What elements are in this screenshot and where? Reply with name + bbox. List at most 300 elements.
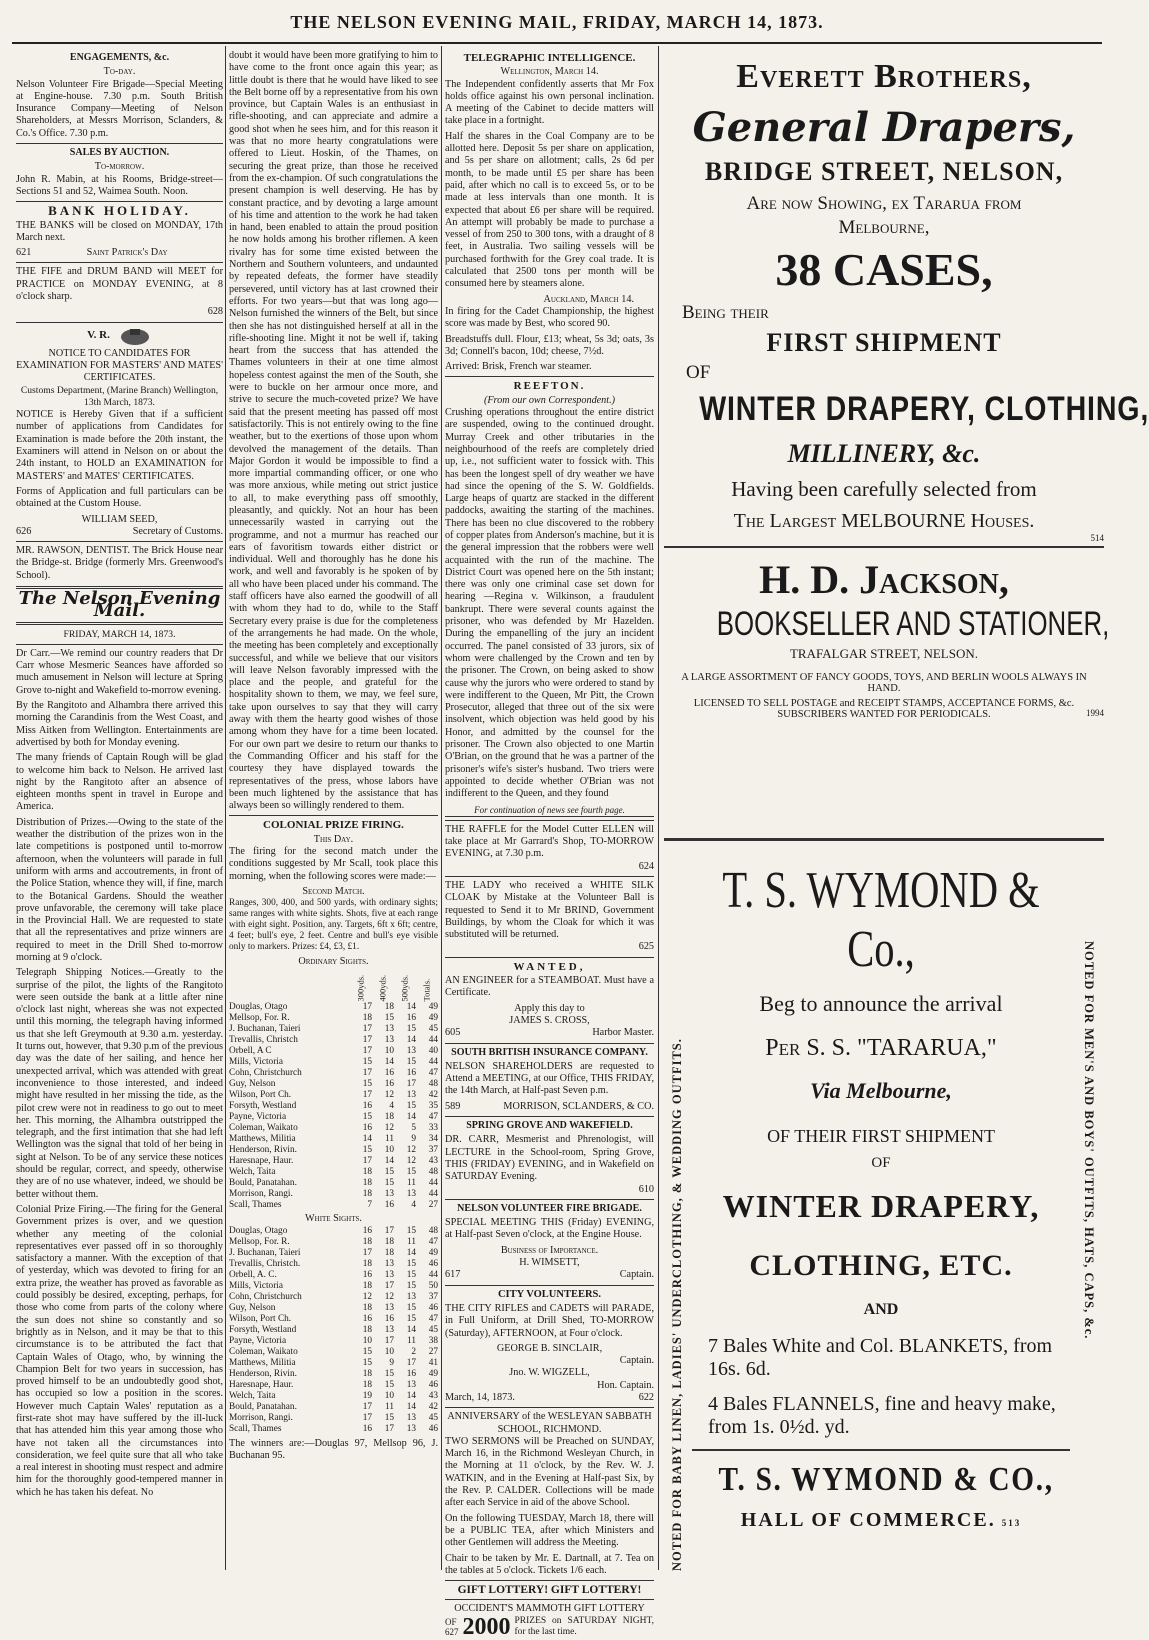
score-cell: 13 bbox=[406, 1412, 416, 1423]
city-role: Captain. bbox=[619, 1355, 654, 1367]
wymond-bales2: 4 Bales FLANNELS, fine and heavy make, from 1s. 0½d. yd. bbox=[708, 1393, 1056, 1438]
anniv-tea: On the following TUESDAY, March 18, there will be a PUBLIC TEA, after which Ministers and other Gentlemen will address the Meeting. bbox=[445, 1512, 654, 1549]
score-cell: 10 bbox=[384, 1046, 394, 1057]
news-paragraph: Colonial Prize Firing.—The firing for the General Government prizes is over, and we question whether any meeting of the colonial representatives ever passed off in so thoroughly satisfactory a manner. With the exception of that of yesterday, which was devoted to firing for an extra prize, the weather has proved as favorable as could possibly be desired, excepting, perhaps, for those who come from parts of the colony where the sun does not shine so constantly and so brightly as in Nelson, and it may be that to this circumstance is to be attributed the fact that Captain Wales of Otago, who, by winning the Champion Belt for two years in succession, has proved himself to be an undoubtedly good shot, has occupied so low a position in the scores. However much Captain Wales' reputation as a first-rate shot may have suffered by the ill-luck that has attended him this year among those who have not taken all the circumstances into consideration, we feel quite sure that all who take a real interest in shooting must respect and admire him for the thoroughly good-tempered manner in which he has taken his defeat. No bbox=[16, 1203, 223, 1498]
score-row bbox=[229, 1226, 438, 1237]
competitor-name: Douglas, Otago bbox=[229, 1225, 288, 1236]
column-divider bbox=[658, 46, 659, 1570]
score-cell: 16 bbox=[362, 1313, 372, 1324]
score-cell: 15 bbox=[406, 1101, 416, 1112]
score-cell: 17 bbox=[362, 1412, 372, 1423]
divider bbox=[16, 644, 223, 645]
score-cell: 15 bbox=[362, 1057, 372, 1068]
score-cell: 17 bbox=[362, 1024, 372, 1035]
competitor-name: Henderson, Rivin. bbox=[229, 1145, 297, 1156]
spring-text: DR. CARR, Mesmerist and Phrenologist, will LECTURE in the School-room, Spring Grove, THIS (FRIDAY) EVENING, and in Wakefield on SATURDAY Evening. bbox=[445, 1134, 654, 1183]
notice-num: 626 bbox=[16, 525, 32, 537]
news-paragraph: By the Rangitoto and Alhambra there arrived this morning the Carandinis from the West Coast, and Miss Aitken from Wellington. Entertainments are advertised by both for Monday evening. bbox=[16, 700, 223, 748]
score-cell: 13 bbox=[406, 1046, 416, 1057]
score-cell: 47 bbox=[428, 1112, 438, 1123]
engagements-today: To-day. bbox=[103, 66, 136, 78]
score-cell: 13 bbox=[384, 1324, 394, 1335]
news-paragraph: doubt it would have been more gratifying to him to have come to the front once again this year; as little doubt is there that he would have liked to see the Belt borne off by a representative from his own province, but Captain Wales is an enthusiast in rifle-shooting, and can appreciate and admire a good shot when he sees him, and for this reason it was that no more hearty congratulations were offered to Lieut. Hoskin, of the Thames, on securing the great prize, than those he received from the ex-champion. Of such congratulations the present champion is well deserving. He has by constant practice, and by devoting a large amount of his time and attention to the work he had taken in hand, been enabled to attain the proud position he now holds among his brother riflemen. A keen rivalry has for some time existed between the Northern and Southern volunteers, and undaunted by repeated defeats, the former have steadily persevered, until victory has at last crowned their efforts. For two years—but that was long ago—Nelson furnished the winners of the Belt, but since then she has not distinguished herself at all in the rifle-shooting line. Might it not be well if, taking heart from the success that has attended the Thames volunteers in their at one time almost hopeless contest against the men of the South, she were to buckle on her armour once more, and strive to secure the much-coveted prize? We have said that the present meeting has passed off most satisfactorily. This is not entirely owing to the fine weather, but to the exertions of those upon whom devolved the management of the details. Than Major Gordon it would be impossible to find a more impartial commanding officer, or one who was more anxious, while meting out strict justice to all, to make everything pass off smoothly, pleasantly, and quickly. Not an hour has been unnecessarily wasted in carrying out the programme, and not a murmur has reached our ears of favoritism towards either district or individual. Well and thoroughly has he done his work, and well and favorably is he spoken of by all who have been placed under his command. The staff officers have also earned the goodwill of all with whom they had to do, while to the Staff Secretary every praise is due for the completeness of the arrangements he had made. On the whole, the meeting has been completely and exceptionally successful, and while we believe that our visitors will leave Nelson favorably impressed with the place and the people, and grateful for the hospitality shown to them, we may, we feel sure, take upon ourselves to say that they will carry away with them the hearty good wishes of those among whom they have for a time been located. For our own part we desire to return our thanks to the Commanding Officer and his staff for the courtesy they have displayed towards the representatives of the press, whose labors have been much lightened by the assistance that has always been so willingly rendered to them. bbox=[229, 50, 438, 812]
score-row bbox=[229, 1259, 438, 1270]
score-cell: 14 bbox=[406, 1401, 416, 1412]
score-cell: 11 bbox=[407, 1178, 416, 1189]
divider bbox=[16, 322, 223, 323]
engagements-title: ENGAGEMENTS, &c. bbox=[69, 52, 170, 63]
competitor-name: Morrison, Rangi. bbox=[229, 1189, 293, 1200]
competitor-name: Welch, Taita bbox=[229, 1390, 276, 1401]
competitor-name: Payne, Victoria bbox=[229, 1335, 287, 1346]
dentist-ad: MR. RAWSON, DENTIST. The Brick House near the Bridge-st. Bridge (formerly Mrs. Greenwood's School). bbox=[16, 545, 223, 581]
score-cell: 15 bbox=[362, 1112, 372, 1123]
competitor-name: Cohn, Christchurch bbox=[229, 1291, 302, 1302]
score-cell: 17 bbox=[384, 1335, 394, 1346]
score-cell: 14 bbox=[406, 1247, 416, 1258]
tele-paragraph: The Independent confidently asserts that Mr Fox holds office against his own personal inclination. A meeting of the Cabinet to decide matters will take place in a fortnight. bbox=[445, 78, 654, 127]
score-row bbox=[229, 1112, 438, 1123]
score-cell: 13 bbox=[384, 1258, 394, 1269]
divider bbox=[229, 815, 438, 816]
tele-paragraph: Half the shares in the Coal Company are to be allotted here. Deposit 5s per share on application, and 5s per share on allotment; calls, 2s 6d per month, to be made until £5 per share has been paid, after which no call is to exceed 5s, or to be made at less intervals than one month. It is expected that about £6 per share will be required. An attempt will probably be made to purchase a vessel of from 250 to 300 tons, with a draught of 8 feet, in Australia. Two sailing vessels will be purchased forthwith for the Grey coal trade. It is calculated that 2500 tons per month will be consumed here by steamers alone. bbox=[445, 130, 654, 290]
ordinary-sights: Ordinary Sights. bbox=[298, 956, 369, 968]
city-footer bbox=[445, 1392, 654, 1404]
score-cell: 16 bbox=[406, 1068, 416, 1079]
auction-title: SALES BY AUCTION. bbox=[69, 147, 170, 159]
score-cell: 44 bbox=[428, 1035, 438, 1046]
score-cell: 16 bbox=[384, 1068, 394, 1079]
wymond-winter: WINTER DRAPERY, bbox=[722, 1188, 1040, 1224]
score-cell: 11 bbox=[385, 1134, 394, 1145]
score-cell: 44 bbox=[428, 1269, 438, 1280]
advert-column bbox=[664, 50, 1149, 1571]
score-cell: 4 bbox=[389, 1101, 394, 1112]
wymond-side-right bbox=[1080, 881, 1102, 1581]
fire-footer bbox=[445, 1269, 654, 1281]
everett-sub: General Drapers, bbox=[692, 104, 1076, 151]
score-cell: 11 bbox=[385, 1401, 394, 1412]
score-cell: 18 bbox=[384, 1236, 394, 1247]
score-cell: 45 bbox=[428, 1024, 438, 1035]
score-row bbox=[229, 1413, 438, 1424]
divider bbox=[445, 1043, 654, 1044]
score-cell: 7 bbox=[367, 1200, 372, 1211]
score-row bbox=[229, 1156, 438, 1167]
bank-footer bbox=[16, 247, 223, 259]
score-header: 400yds. bbox=[377, 975, 388, 1002]
score-cell: 18 bbox=[362, 1189, 372, 1200]
competitor-name: Payne, Victoria bbox=[229, 1112, 287, 1123]
lottery-row bbox=[445, 1613, 654, 1640]
score-row bbox=[229, 1248, 438, 1259]
score-cell: 17 bbox=[384, 1280, 394, 1291]
news-paragraph: Dr Carr.—We remind our country readers that Dr Carr whose Mesmeric Seances have afforded so much amusement in Nelson will lecture at Spring Grove to-night and Wakefield to-morrow evening. bbox=[16, 647, 223, 696]
reefton-title: REEFTON. bbox=[513, 380, 586, 393]
score-cell: 44 bbox=[428, 1178, 438, 1189]
score-cell: 18 bbox=[362, 1167, 372, 1178]
score-cell: 42 bbox=[428, 1090, 438, 1101]
score-cell: 15 bbox=[406, 1302, 416, 1313]
score-cell: 47 bbox=[428, 1313, 438, 1324]
score-row bbox=[229, 1314, 438, 1325]
auction-tomorrow: To-morrow. bbox=[94, 161, 145, 173]
wymond-name: T. S. WYMOND & Co., bbox=[722, 862, 1040, 978]
jackson-name: H. D. Jackson, bbox=[759, 557, 1009, 602]
wanted-text: AN ENGINEER for a STEAMBOAT. Must have a Certificate. bbox=[445, 975, 654, 999]
ordinary-scores-table bbox=[229, 968, 438, 1211]
vr-mark: V. R. bbox=[87, 329, 110, 342]
competitor-name: Henderson, Rivin. bbox=[229, 1368, 297, 1379]
score-cell: 17 bbox=[362, 1046, 372, 1057]
score-row bbox=[229, 1380, 438, 1391]
wymond-side-left bbox=[666, 881, 688, 1581]
cloak-ad: THE LADY who received a WHITE SILK CLOAK by Mistake at the Volunteer Ball is requested to Send it to Mr BRIND, Government Buildings, by whom the Cloak for which it was substituted will be returned. bbox=[445, 880, 654, 941]
score-cell: 46 bbox=[428, 1379, 438, 1390]
wymond-bales1: 7 Bales White and Col. BLANKETS, from 16s. 6d. bbox=[708, 1335, 1053, 1380]
score-cell: 12 bbox=[406, 1156, 416, 1167]
score-cell: 17 bbox=[406, 1357, 416, 1368]
score-cell: 15 bbox=[384, 1412, 394, 1423]
competitor-name: Matthews, Militia bbox=[229, 1134, 296, 1145]
firing-day: This Day. bbox=[313, 833, 354, 845]
score-cell: 14 bbox=[384, 1057, 394, 1068]
masthead: THE NELSON EVENING MAIL, FRIDAY, MARCH 14, 1873. bbox=[290, 12, 824, 32]
side-text-right: NOTED FOR MEN'S AND BOYS' OUTFITS, HATS, CAPS, &c. bbox=[1082, 941, 1096, 1340]
lottery-big: 2000 bbox=[462, 1613, 511, 1640]
score-cell: 49 bbox=[428, 1247, 438, 1258]
score-row bbox=[229, 1424, 438, 1435]
score-header: Totals. bbox=[421, 979, 432, 1002]
insurance-text: NELSON SHAREHOLDERS are requested to Attend a MEETING, at our Office, THIS FRIDAY, the 14th March, at Half-past Seven p.m. bbox=[445, 1060, 654, 1097]
score-cell: 38 bbox=[428, 1335, 438, 1346]
score-cell: 33 bbox=[428, 1123, 438, 1134]
competitor-name: Matthews, Militia bbox=[229, 1357, 296, 1368]
city-date: March, 14, 1873. bbox=[445, 1391, 515, 1403]
score-row bbox=[229, 1237, 438, 1248]
side-text-left: NOTED FOR BABY LINEN, LADIES' UNDERCLOTHING, & WEDDING OUTFITS. bbox=[670, 1038, 684, 1571]
score-cell: 14 bbox=[384, 1156, 394, 1167]
competitor-name: Orbell, A C bbox=[229, 1046, 272, 1057]
competitor-name: Mills, Victoria bbox=[229, 1057, 284, 1068]
competitor-name: Bould, Panatahan. bbox=[229, 1401, 297, 1412]
score-cell: 15 bbox=[384, 1379, 394, 1390]
divider bbox=[445, 1199, 654, 1200]
score-cell: 50 bbox=[428, 1280, 438, 1291]
competitor-name: Coleman, Waikato bbox=[229, 1123, 298, 1134]
continuation: For continuation of news see fourth page. bbox=[445, 804, 654, 817]
auction-text: John R. Mabin, at his Rooms, Bridge-street—Sections 51 and 52, Waimea South. Noon. bbox=[16, 173, 223, 197]
column-2 bbox=[229, 50, 438, 1568]
competitor-name: Scall, Thames bbox=[229, 1423, 282, 1434]
column-1 bbox=[16, 50, 223, 1568]
score-cell: 46 bbox=[428, 1258, 438, 1269]
white-scores-table bbox=[229, 1226, 438, 1435]
wymond-ad bbox=[664, 838, 1104, 1621]
wanted-num: 605 bbox=[445, 1027, 461, 1039]
score-cell: 42 bbox=[428, 1401, 438, 1412]
raffle-ad: THE RAFFLE for the Model Cutter ELLEN will take place at Mr Garrard's Shop, TO-MORROW EVENING, at 7.30 p.m. bbox=[445, 823, 654, 860]
competitor-name: Forsyth, Westland bbox=[229, 1101, 297, 1112]
city-text: THE CITY RIFLES and CADETS will PARADE, in Full Uniform, at Drill Shed, TO-MORROW (Saturday), AFTERNOON, at Four o'clock. bbox=[445, 1302, 654, 1339]
fire-sign: H. WIMSETT, bbox=[519, 1257, 580, 1269]
score-cell: 13 bbox=[406, 1090, 416, 1101]
score-cell: 17 bbox=[406, 1079, 416, 1090]
bank-title: BANK HOLIDAY. bbox=[48, 203, 191, 219]
score-cell: 15 bbox=[362, 1145, 372, 1156]
fire-role: Captain. bbox=[619, 1269, 654, 1281]
score-cell: 13 bbox=[384, 1024, 394, 1035]
jackson-line2: LICENSED TO SELL POSTAGE and RECEIPT STAMPS, ACCEPTANCE FORMS, &c. SUBSCRIBERS WANTED FOR PERIODICALS. bbox=[693, 698, 1075, 720]
divider bbox=[16, 143, 223, 144]
score-row bbox=[229, 1369, 438, 1380]
score-cell: 18 bbox=[362, 1258, 372, 1269]
competitor-name: J. Buchanan, Taieri bbox=[229, 1247, 301, 1258]
competitor-name: J. Buchanan, Taieri bbox=[229, 1024, 301, 1035]
competitor-name: Welch, Taita bbox=[229, 1167, 276, 1178]
score-cell: 9 bbox=[411, 1134, 416, 1145]
score-row bbox=[229, 1358, 438, 1369]
city-role: Hon. Captain. bbox=[597, 1379, 654, 1391]
score-cell: 18 bbox=[384, 1002, 394, 1013]
tele-paragraph: Arrived: Brisk, French war steamer. bbox=[445, 361, 592, 373]
score-cell: 15 bbox=[406, 1024, 416, 1035]
score-cell: 45 bbox=[428, 1324, 438, 1335]
masthead-rule bbox=[12, 42, 1102, 44]
score-cell: 16 bbox=[406, 1368, 416, 1379]
divider bbox=[445, 1116, 654, 1117]
score-row bbox=[229, 1189, 438, 1200]
score-cell: 15 bbox=[406, 1225, 416, 1236]
divider bbox=[445, 1580, 654, 1581]
lottery-sub: OCCIDENT'S MAMMOTH GIFT LOTTERY bbox=[454, 1603, 645, 1615]
divider bbox=[445, 957, 654, 958]
score-cell: 13 bbox=[384, 1302, 394, 1313]
competitor-name: Haresnape, Haur. bbox=[229, 1156, 294, 1167]
divider bbox=[445, 820, 654, 821]
score-row bbox=[229, 1178, 438, 1189]
score-cell: 48 bbox=[428, 1079, 438, 1090]
insurance-num: 589 bbox=[445, 1100, 461, 1112]
score-cell: 10 bbox=[384, 1390, 394, 1401]
competitor-name: Scall, Thames bbox=[229, 1200, 282, 1211]
competitor-name: Mellsop, For. R. bbox=[229, 1236, 290, 1247]
column-divider bbox=[441, 46, 442, 1570]
score-cell: 19 bbox=[362, 1390, 372, 1401]
score-cell: 13 bbox=[406, 1423, 416, 1434]
score-cell: 16 bbox=[384, 1313, 394, 1324]
score-cell: 14 bbox=[406, 1112, 416, 1123]
score-cell: 16 bbox=[362, 1423, 372, 1434]
score-cell: 48 bbox=[428, 1167, 438, 1178]
jackson-street: TRAFALGAR STREET, NELSON. bbox=[789, 646, 979, 661]
score-cell: 49 bbox=[428, 1013, 438, 1024]
score-cell: 16 bbox=[384, 1079, 394, 1090]
reefton-paragraph: Crushing operations throughout the entire district are suspended, owing to the continued drought. Murray Creek and other tributaries in the neighbourhood of the reefs are completely dried up, i.e., not sufficient water to fossick with. This has been the longest spell of dry weather we have had since the opening of the S. W. Goldfields. Large heaps of quartz are stacked in the different paddocks, awaiting the starting of the machines. There has been no clue discovered to the robbery of copper plates from Anderson's machine, but it is the general impression that the robbers were well acquainted with the run of the machine. The District Court was opened here on the 5th instant; there was only one criminal case set down for hearing —Regina v. Wilkinson, a fraudulent bankrupt. There were several counts against the prisoner, who was defended by Mr Hazelden. During the empanelling of the jury an incident occurred. The panel consisted of 33 jurors, six of whom were challenged by the Crown and ten by the prisoner. The Crown, on being asked to show cause why the jurors who were ordered to stand by were indifferent to the Queen, Mr Pitt, the Crown Prosecutor, alleged that three out of the six were insolvent, which objection was held good by his Honor, and admitted by the counsel for the prisoner. The Crown also objected to one Martin O'Brian, on the ground that he was a partner of the prisoner's wife's sister's husband. Two triers were appointed to decide whether O'Brian was not indifferent to the Queen, and they found bbox=[445, 407, 654, 800]
score-cell: 40 bbox=[428, 1046, 438, 1057]
everett-title: Everett Brothers, bbox=[736, 58, 1032, 95]
score-cell: 17 bbox=[362, 1002, 372, 1013]
score-cell: 27 bbox=[428, 1346, 438, 1357]
score-cell: 18 bbox=[362, 1379, 372, 1390]
score-cell: 13 bbox=[406, 1379, 416, 1390]
score-cell: 13 bbox=[406, 1189, 416, 1200]
score-cell: 17 bbox=[362, 1247, 372, 1258]
notice-title: NOTICE TO CANDIDATES FOR EXAMINATION FOR MASTERS' AND MATES' CERTIFICATES. bbox=[16, 347, 223, 384]
news-paragraph: Telegraph Shipping Notices.—Greatly to the surprise of the pilot, the lights of the Rangitoto were seen outside the bank at a little after nine o'clock last night, whereas she was not expected until this morning, the telegraph having informed us that she left Greymouth at 9.30 a.m. yesterday. It turns out, however, that 9.30 p.m of the previous day was the date of her sailing, and hence her unexpected arrival, which was attended with great inconvenience to those interested, and indeed might have resulted in her missing the tide, as the pilot crew were not in readiness to go out to meet her. This morning, the Alhambra outstripped the telegraph, and the first intimation that she had left Wellington was the signal that told of her being in sight at Nelson. To be of any service these notices should be regular, correct, and speedy, otherwise they are of no use whatever, indeed, we should be better without them. bbox=[16, 967, 223, 1200]
competitor-name: Wilson, Port Ch. bbox=[229, 1090, 292, 1101]
fire-text: SPECIAL MEETING THIS (Friday) EVENING, at Half-past Seven o'clock, at the Engine House. bbox=[445, 1217, 654, 1241]
fire-num: 617 bbox=[445, 1269, 461, 1281]
score-cell: 10 bbox=[362, 1335, 372, 1346]
insurance-footer bbox=[445, 1101, 654, 1113]
score-row bbox=[229, 1270, 438, 1281]
fire-title: NELSON VOLUNTEER FIRE BRIGADE. bbox=[457, 1202, 642, 1214]
score-cell: 17 bbox=[384, 1225, 394, 1236]
score-cell: 16 bbox=[384, 1200, 394, 1211]
tele-paragraph: Breadstuffs dull. Flour, £13; wheat, 5s 3d; oats, 3s 3d; Connell's bacon, 10d; cheese, 7½d. bbox=[445, 333, 654, 357]
score-cell: 15 bbox=[406, 1258, 416, 1269]
lottery-prizes: PRIZES on SATURDAY NIGHT, for the last time. bbox=[514, 1615, 654, 1637]
score-cell: 16 bbox=[362, 1123, 372, 1134]
score-row bbox=[229, 1035, 438, 1046]
everett-street: BRIDGE STREET, NELSON, bbox=[704, 157, 1064, 186]
score-cell: 15 bbox=[384, 1167, 394, 1178]
lottery-title: GIFT LOTTERY! GIFT LOTTERY! bbox=[457, 1584, 642, 1597]
score-cell: 15 bbox=[406, 1167, 416, 1178]
score-row bbox=[229, 1002, 438, 1013]
competitor-name: Cohn, Christchurch bbox=[229, 1068, 302, 1079]
score-cell: 15 bbox=[406, 1313, 416, 1324]
score-cell: 49 bbox=[428, 1368, 438, 1379]
score-cell: 46 bbox=[428, 1302, 438, 1313]
score-cell: 44 bbox=[428, 1189, 438, 1200]
divider bbox=[445, 876, 654, 877]
royal-crest-icon bbox=[118, 326, 152, 346]
wymond-num: 513 bbox=[1001, 1518, 1022, 1528]
score-cell: 18 bbox=[362, 1280, 372, 1291]
wymond-beg: Beg to announce the arrival bbox=[759, 991, 1003, 1016]
score-cell: 48 bbox=[428, 1225, 438, 1236]
everett-first: FIRST SHIPMENT bbox=[766, 328, 1002, 357]
score-row bbox=[229, 1079, 438, 1090]
anniv-chair: Chair to be taken by Mr. E. Dartnall, at 7. Tea on the tables at 5 o'clock. Tickets 1/6 each. bbox=[445, 1552, 654, 1576]
competitor-name: Morrison, Rangi. bbox=[229, 1412, 293, 1423]
wanted-role: Harbor Master. bbox=[592, 1027, 654, 1039]
score-cell: 12 bbox=[384, 1123, 394, 1134]
spring-num: 610 bbox=[638, 1183, 654, 1195]
score-cell: 17 bbox=[362, 1090, 372, 1101]
everett-largest: The Largest MELBOURNE Houses. bbox=[733, 510, 1035, 532]
score-row bbox=[229, 1336, 438, 1347]
notice-sec: Secretary of Customs. bbox=[132, 525, 223, 537]
competitor-name: Trevallis, Christch bbox=[229, 1035, 298, 1046]
competitor-name: Douglas, Otago bbox=[229, 1002, 288, 1013]
score-row bbox=[229, 1046, 438, 1057]
bank-day: Saint Patrick's Day bbox=[86, 247, 168, 259]
divider bbox=[445, 1285, 654, 1286]
score-row bbox=[229, 1134, 438, 1145]
score-row bbox=[229, 1303, 438, 1314]
city-sign: GEORGE B. SINCLAIR, bbox=[496, 1342, 603, 1354]
score-cell: 49 bbox=[428, 1002, 438, 1013]
score-cell: 14 bbox=[406, 1390, 416, 1401]
insurance-title: SOUTH BRITISH INSURANCE COMPANY. bbox=[451, 1046, 648, 1058]
competitor-name: Guy, Nelson bbox=[229, 1079, 276, 1090]
score-cell: 46 bbox=[428, 1423, 438, 1434]
competitor-name: Guy, Nelson bbox=[229, 1302, 276, 1313]
fire-business: Business of Importance. bbox=[500, 1244, 599, 1256]
everett-melbourne: Melbourne, bbox=[838, 217, 930, 238]
everett-showing: Are now Showing, ex Tararua from bbox=[746, 193, 1022, 214]
score-cell: 17 bbox=[362, 1401, 372, 1412]
tele-place: Auckland, March 14. bbox=[543, 293, 634, 305]
competitor-name: Mellsop, For. R. bbox=[229, 1013, 290, 1024]
score-cell: 18 bbox=[362, 1236, 372, 1247]
notice-dept: Customs Department, (Marine Branch) Wellington, 13th March, 1873. bbox=[20, 384, 219, 408]
lottery-of-num: OF 627 bbox=[445, 1616, 459, 1637]
divider bbox=[692, 1449, 1070, 1451]
score-row bbox=[229, 1068, 438, 1079]
score-cell: 2 bbox=[411, 1346, 416, 1357]
wanted-name: JAMES S. CROSS, bbox=[509, 1014, 590, 1026]
score-header: 300yds. bbox=[355, 975, 366, 1002]
score-cell: 43 bbox=[428, 1390, 438, 1401]
score-cell: 15 bbox=[362, 1357, 372, 1368]
score-cell: 15 bbox=[406, 1057, 416, 1068]
score-cell: 13 bbox=[384, 1269, 394, 1280]
competitor-name: Trevallis, Christch. bbox=[229, 1258, 301, 1269]
raffle-num: 624 bbox=[638, 860, 654, 872]
bank-num: 621 bbox=[16, 247, 32, 259]
notice-forms: Forms of Application and full particulars can be obtained at the Custom House. bbox=[16, 485, 223, 510]
city-sign: Jno. W. WIGZELL, bbox=[509, 1367, 590, 1379]
score-cell: 17 bbox=[362, 1035, 372, 1046]
score-row bbox=[229, 1347, 438, 1358]
wanted-title: WANTED, bbox=[513, 960, 586, 973]
score-cell: 15 bbox=[406, 1269, 416, 1280]
wymond-and: AND bbox=[863, 1301, 899, 1318]
everett-cases: 38 CASES, bbox=[775, 244, 993, 295]
engagements-text: Nelson Volunteer Fire Brigade—Special Meeting at Engine-house. 7.30 p.m. South British Insurance Company—Meeting of Nelson Shareholders, at Messrs Morrison, Sclanders, & Co.'s Office. 7.30 p.m. bbox=[16, 78, 223, 139]
score-cell: 12 bbox=[384, 1291, 394, 1302]
score-cell: 13 bbox=[406, 1291, 416, 1302]
score-cell: 4 bbox=[411, 1200, 416, 1211]
score-cell: 12 bbox=[384, 1090, 394, 1101]
score-cell: 14 bbox=[406, 1002, 416, 1013]
score-header: 500yds. bbox=[399, 975, 410, 1002]
everett-ad bbox=[664, 58, 1149, 543]
score-cell: 18 bbox=[362, 1368, 372, 1379]
divider bbox=[16, 622, 223, 625]
city-num: 622 bbox=[638, 1391, 654, 1403]
score-cell: 43 bbox=[428, 1156, 438, 1167]
everett-millinery: MILLINERY, &c. bbox=[787, 439, 981, 468]
divider bbox=[16, 262, 223, 263]
wymond-hall: HALL OF COMMERCE. 513 bbox=[740, 1509, 1022, 1531]
competitor-name: Haresnape, Haur. bbox=[229, 1379, 294, 1390]
spring-title: SPRING GROVE AND WAKEFIELD. bbox=[466, 1120, 633, 1132]
insurance-sign: MORRISON, SCLANDERS, & CO. bbox=[503, 1100, 654, 1112]
competitor-name: Mills, Victoria bbox=[229, 1280, 284, 1291]
score-row bbox=[229, 1145, 438, 1156]
score-cell: 12 bbox=[406, 1145, 416, 1156]
competitor-name: Forsyth, Westland bbox=[229, 1324, 297, 1335]
bank-text: THE BANKS will be closed on MONDAY, 17th March next. bbox=[16, 219, 223, 243]
score-row bbox=[229, 1024, 438, 1035]
tele-title: TELEGRAPHIC INTELLIGENCE. bbox=[463, 52, 636, 64]
column-3 bbox=[445, 50, 654, 1640]
